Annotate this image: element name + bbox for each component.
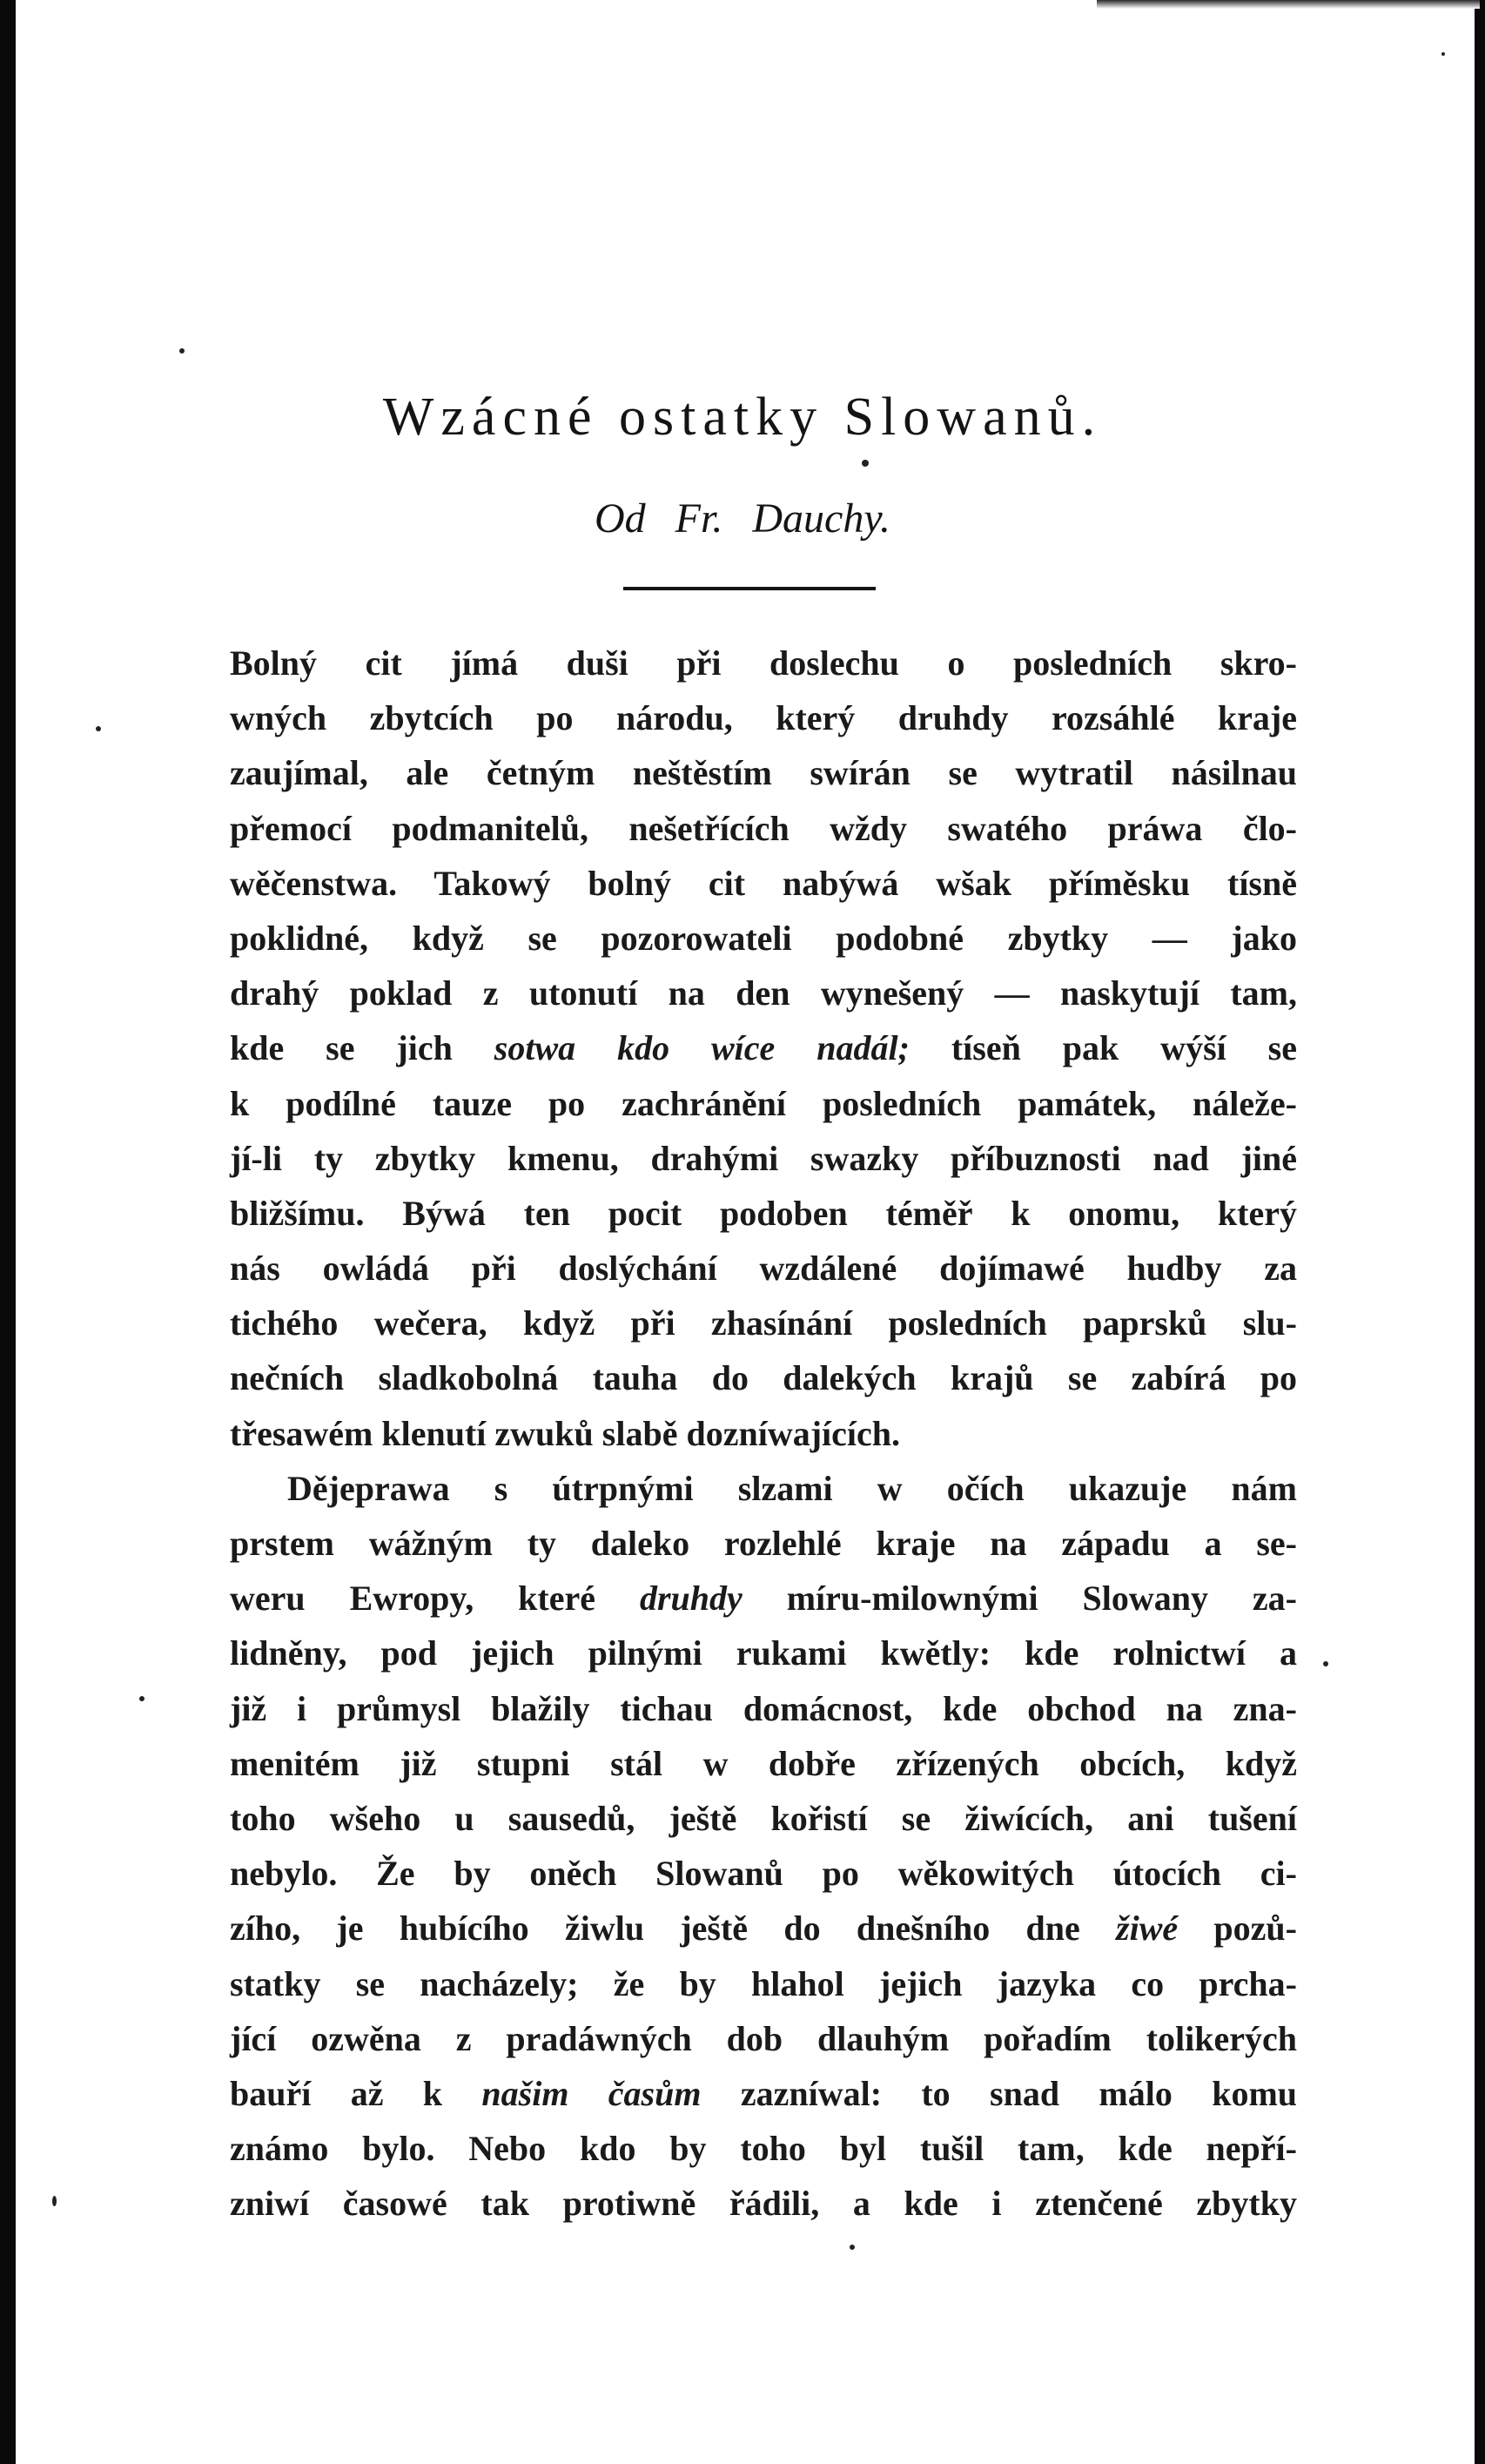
text-line: bližšímu. Býwá ten pocit podoben téměř k onomu, který xyxy=(230,1193,1297,1233)
text-line: wěčenstwa. Takowý bolný cit nabýwá wšak příměsku tísně xyxy=(230,863,1297,903)
text-line xyxy=(230,1020,1297,1075)
text-line xyxy=(230,2066,1297,2121)
text-run: tíseň pak wýší se xyxy=(909,1028,1297,1068)
text-line: zaujímal, ale četným neštěstím swírán se wytratil násilnau xyxy=(230,753,1297,793)
scan-speck xyxy=(179,348,185,353)
text-run: pozů- xyxy=(1178,1909,1297,1949)
text-line: třesawém klenutí zwuků slabě dozníwajících. xyxy=(230,1413,900,1453)
scan-edge-left xyxy=(0,0,16,2464)
scan-speck xyxy=(850,2245,855,2250)
text-line: toho wšeho u sausedů, ještě kořistí se žiwících, ani tušení xyxy=(230,1798,1297,1838)
paragraph xyxy=(230,636,1297,1461)
text-run: zího, je hubícího žiwlu ještě do dnešního dne xyxy=(230,1909,1117,1949)
text-line: Bolný cit jímá duši při doslechu o posledních skro- xyxy=(230,643,1297,683)
text-line: přemocí podmanitelů, nešetřících wždy swatého práwa člo- xyxy=(230,808,1297,848)
scan-speck xyxy=(862,460,869,467)
scan-speck xyxy=(1323,1661,1328,1666)
scan-speck xyxy=(1441,52,1445,56)
text-line: statky se nacházely; že by hlahol jejich jazyka co prcha- xyxy=(230,1963,1297,2003)
scan-edge-top xyxy=(1097,0,1480,9)
text-line: lidněny, pod jejich pilnými rukami kwětly: kde rolnictwí a xyxy=(230,1633,1297,1673)
text-line: menitém již stupni stál w dobře zřízených obcích, když xyxy=(230,1743,1297,1783)
text-line: jící ozwěna z pradáwných dob dlauhým pořadím tolikerých xyxy=(230,2018,1297,2058)
text-line xyxy=(230,1901,1297,1956)
text-line: k podílné tauze po zachránění posledních památek, náleže- xyxy=(230,1083,1297,1123)
scan-speck xyxy=(139,1696,144,1701)
text-line: známo bylo. Nebo kdo by toho byl tušil tam, kde nepří- xyxy=(230,2129,1297,2169)
scan-edge-right xyxy=(1475,0,1485,2464)
paragraph xyxy=(230,1461,1297,2232)
text-run: weru Ewropy, které xyxy=(230,1579,640,1619)
title-divider-rule xyxy=(623,587,876,590)
text-line: drahý poklad z utonutí na den wynešený — naskytují tam, xyxy=(230,973,1297,1013)
text-line: poklidné, když se pozorowateli podobné zbytky — jako xyxy=(230,918,1297,958)
article-author: Od Fr. Dauchy. xyxy=(595,495,890,542)
scan-speck xyxy=(96,726,101,731)
text-line: nás owládá při doslýchání wzdálené dojímawé hudby za xyxy=(230,1249,1297,1289)
article-body xyxy=(230,636,1297,2231)
text-line xyxy=(230,1571,1297,1626)
text-line: prstem wážným ty daleko rozlehlé kraje na západu a se- xyxy=(230,1524,1297,1563)
text-line: jí-li ty zbytky kmenu, drahými swazky příbuznosti nad jiné xyxy=(230,1138,1297,1178)
text-line: již i průmysl blažily tichau domácnost, kde obchod na zna- xyxy=(230,1688,1297,1728)
text-run: zazníwal: to snad málo komu xyxy=(701,2073,1298,2113)
text-line: Dějeprawa s útrpnými slzami w očích ukazuje nám xyxy=(287,1468,1297,1508)
text-line: nečních sladkobolná tauha do dalekých krajů se zabírá po xyxy=(230,1358,1297,1398)
text-run: míru-milownými Slowany za- xyxy=(742,1579,1298,1619)
text-line: wných zbytcích po národu, který druhdy rozsáhlé kraje xyxy=(230,698,1297,738)
text-line: tichého wečera, když při zhasínání posledních paprsků slu- xyxy=(230,1303,1297,1343)
article-title: Wzácné ostatky Slowanů. xyxy=(382,387,1103,447)
italic-emphasis: žiwé xyxy=(1116,1909,1179,1949)
scan-speck xyxy=(52,2196,57,2206)
text-run: kde se jich xyxy=(230,1028,494,1068)
italic-emphasis: sotwa kdo wíce nadál; xyxy=(494,1028,910,1068)
text-line: nebylo. Že by oněch Slowanů po wěkowitých útocích ci- xyxy=(230,1854,1297,1894)
italic-emphasis: našim časům xyxy=(481,2073,702,2113)
italic-emphasis: druhdy xyxy=(639,1579,742,1619)
text-run: bauří až k xyxy=(230,2073,482,2113)
text-line: zniwí časowé tak protiwně řádili, a kde i ztenčené zbytky xyxy=(230,2184,1297,2224)
